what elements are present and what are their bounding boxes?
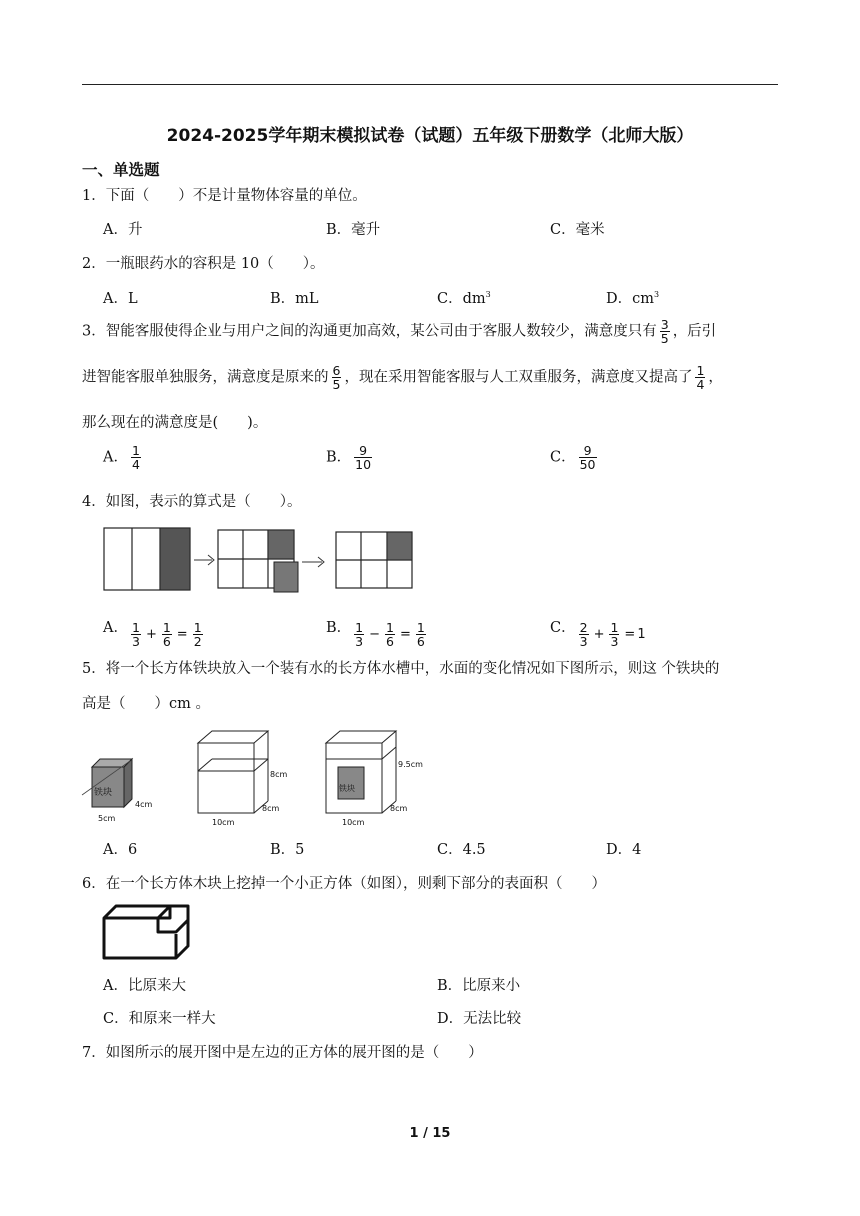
svg-text:9.5cm: 9.5cm [398, 760, 423, 769]
q2-option-d[interactable]: D．$cm^3$ [606, 290, 660, 307]
q2-option-c[interactable]: C．$dm^3$ [437, 290, 491, 307]
q5-option-a[interactable]: A．6 [103, 842, 138, 858]
fraction: $\frac{6}{5}$ [332, 363, 341, 392]
q3-option-c[interactable]: C． $\frac{9}{50}$ [550, 443, 596, 472]
q1-option-c[interactable]: C．毫米 [550, 222, 605, 238]
question-3-line-3: 那么现在的满意度是( )。 [82, 415, 268, 431]
q5-option-b[interactable]: B．5 [270, 842, 305, 858]
question-4: 4．如图，表示的算式是（ ）。 [82, 494, 302, 510]
fraction: $\frac{3}{5}$ [660, 317, 669, 346]
question-1: 1．下面（ ）不是计量物体容量的单位。 [82, 188, 367, 204]
q6-option-b[interactable]: B．比原来小 [437, 978, 521, 994]
q1-option-b[interactable]: B．毫升 [326, 222, 381, 238]
fraction-diagram [98, 518, 418, 608]
question-6: 6．在一个长方体木块上挖掉一个小正方体（如图），则剩下部分的表面积（ ） [82, 876, 606, 892]
question-5-line-2: 高是（ ）cm 。 [82, 696, 210, 712]
fraction: $\frac{1}{4}$ [696, 363, 705, 392]
q5-option-d[interactable]: D．4 [606, 842, 642, 858]
q6-option-a[interactable]: A．比原来大 [103, 978, 186, 994]
question-3-line-2: 进智能客服单独服务，满意度是原来的 $\frac{6}{5}$ ，现在采用智能客服与人工双重服务，满意度又提高了 $\frac{1}{4}$ ， [82, 363, 723, 392]
cuboid-with-cut-diagram [100, 898, 196, 964]
page-title: 2024-2025学年期末模拟试卷（试题）五年级下册数学（北师大版） [166, 126, 694, 146]
svg-text:4cm: 4cm [135, 800, 153, 809]
q3-option-b[interactable]: B． $\frac{9}{10}$ [326, 443, 372, 472]
q4-option-c[interactable]: C． $\frac{2}{3}$ + $\frac{1}{3}$ = 1 [550, 620, 646, 649]
svg-text:铁块: 铁块 [339, 784, 355, 793]
section-heading: 一、单选题 [82, 161, 160, 179]
q3-option-a[interactable]: A． $\frac{1}{4}$ [103, 443, 140, 472]
header-rule [82, 84, 778, 85]
svg-text:8cm: 8cm [262, 804, 280, 813]
question-3-line-1: 3．智能客服使得企业与用户之间的沟通更加高效，某公司由于客服人数较少，满意度只有 $\frac{3}{5}$ ，后引 [82, 317, 717, 346]
svg-text:5cm: 5cm [98, 814, 116, 823]
svg-text:10cm: 10cm [342, 818, 365, 827]
q1-option-a[interactable]: A．升 [103, 222, 143, 238]
q5-option-c[interactable]: C．4.5 [437, 842, 486, 858]
svg-text:铁块: 铁块 [94, 788, 113, 798]
question-7: 7．如图所示的展开图中是左边的正方体的展开图的是（ ） [82, 1045, 483, 1061]
page-number: 1 / 15 [409, 1126, 451, 1141]
q2-option-b[interactable]: B．mL [270, 291, 319, 307]
question-2: 2．一瓶眼药水的容积是 10（ ）。 [82, 256, 325, 272]
q2-option-a[interactable]: A．L [103, 291, 138, 307]
svg-text:10cm: 10cm [212, 818, 235, 827]
q4-option-a[interactable]: A． $\frac{1}{3}$ + $\frac{1}{6}$ = $\frac{1}{2}$ [103, 620, 202, 649]
q4-option-b[interactable]: B． $\frac{1}{3}$ − $\frac{1}{6}$ = $\frac{1}{6}$ [326, 620, 425, 649]
q6-option-d[interactable]: D．无法比较 [437, 1011, 522, 1027]
q6-option-c[interactable]: C．和原来一样大 [103, 1011, 216, 1027]
svg-text:8cm: 8cm [270, 770, 288, 779]
water-tank-diagram [80, 725, 440, 830]
question-5-line-1: 5．将一个长方体铁块放入一个装有水的长方体水槽中，水面的变化情况如下图所示，则这 个铁块的 [82, 661, 720, 677]
svg-text:8cm: 8cm [390, 804, 408, 813]
